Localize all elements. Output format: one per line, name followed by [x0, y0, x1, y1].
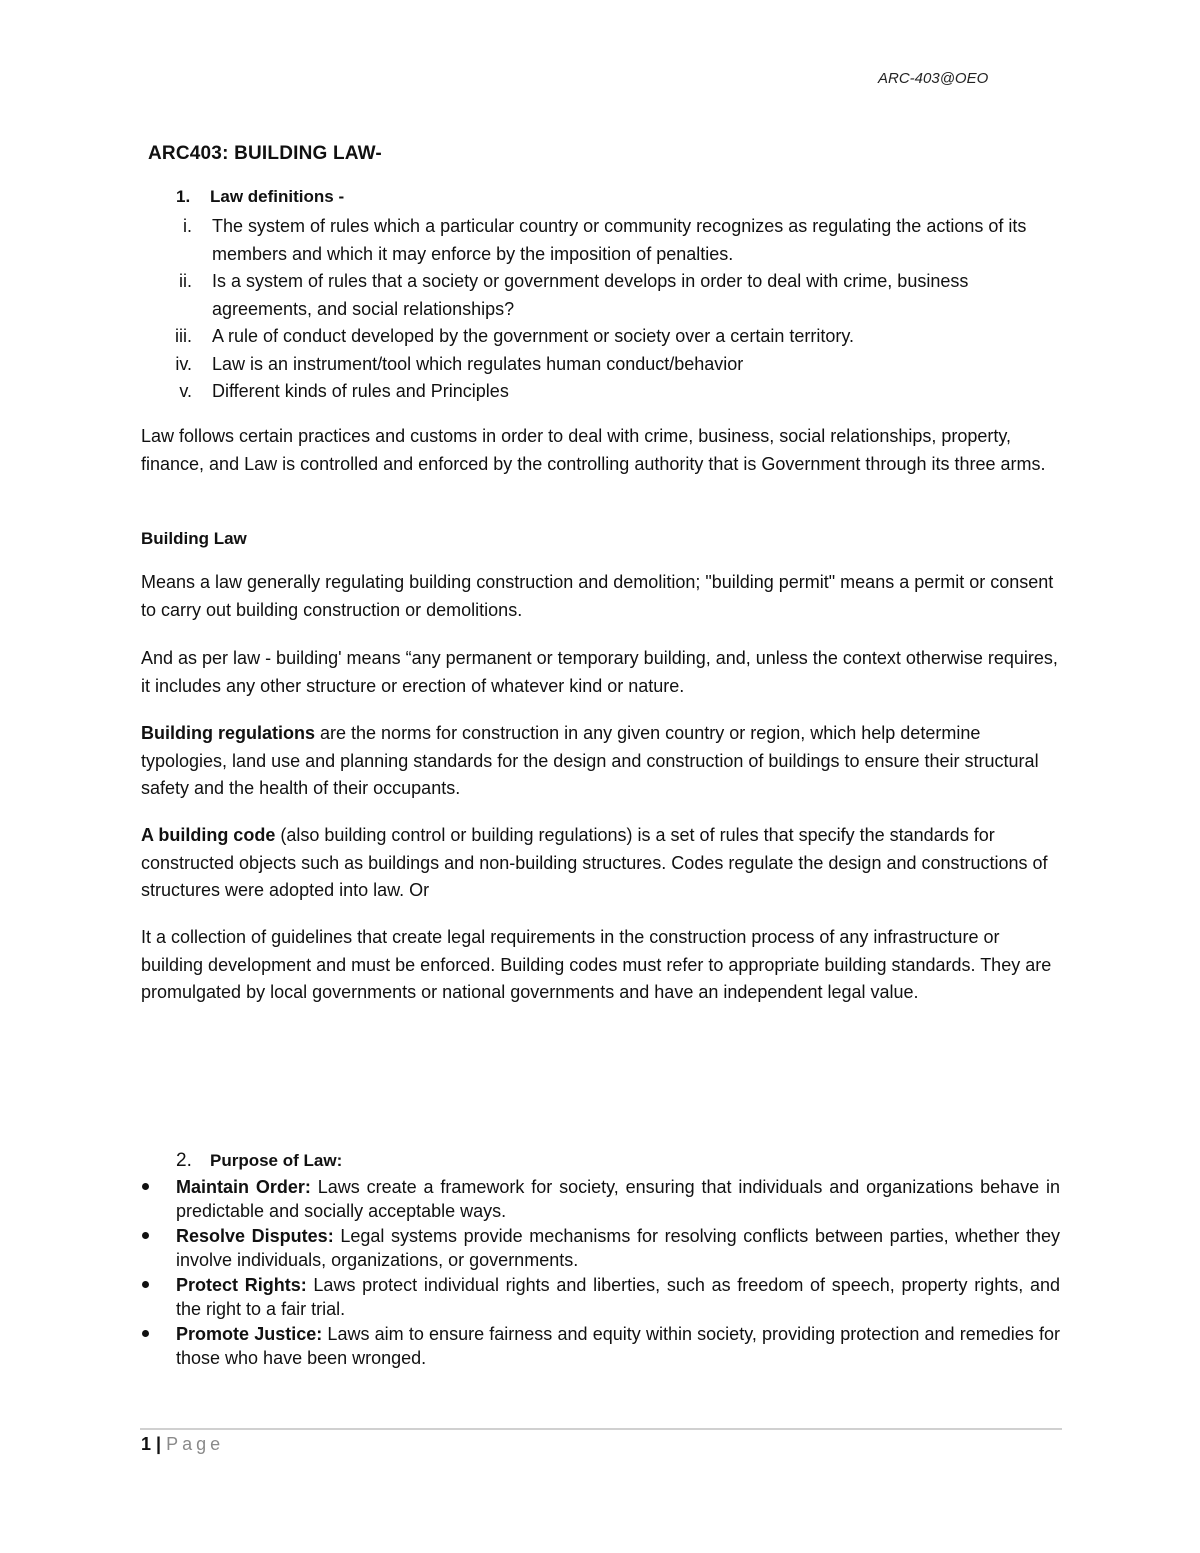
- building-code-text: (also building control or building regulations) is a set of rules that specify the standards for constructed objects such as buildings and non-building structures. Codes regulate the design and constructions of structures were adopted into law. Or: [141, 825, 1048, 900]
- paragraph-collection: It a collection of guidelines that create legal requirements in the construction process of any infrastructure or building development and must be enforced. Building codes must refer to appropriate building standards. They are promulgated by local governments or national governments and have an independent legal value.: [141, 927, 1052, 1002]
- bullet-text: Laws create a framework for society, ensuring that individuals and organizations behave in predictable and socially acceptable ways.: [176, 1177, 1061, 1221]
- building-regulations-text: are the norms for construction in any given country or region, which help determine typologies, land use and planning standards for the design and construction of buildings to ensure their structural safety and the health of their occupants.: [141, 723, 1039, 798]
- section-1-heading: [176, 187, 344, 207]
- bullet-icon: [142, 1232, 149, 1239]
- list-item: [140, 378, 1060, 406]
- list-item-text: The system of rules which a particular country or community recognizes as regulating the actions of its members and which it may enforce by the imposition of penalties.: [212, 216, 1027, 264]
- page-separator: |: [156, 1434, 162, 1454]
- bullet-icon: [142, 1183, 149, 1190]
- building-regulations-term: Building regulations: [141, 723, 315, 743]
- building-code-term: A building code: [141, 825, 276, 845]
- list-numeral: i.: [183, 216, 192, 236]
- section-1-title: Law definitions -: [210, 187, 345, 206]
- building-law-heading: Building Law: [141, 529, 247, 548]
- bullet-text: Legal systems provide mechanisms for resolving conflicts between parties, whether they involve individuals, organizations, or governments.: [176, 1226, 1060, 1270]
- list-item: [140, 1322, 1060, 1370]
- bullet-term: Resolve Disputes:: [176, 1226, 334, 1246]
- list-numeral: iv.: [175, 353, 192, 374]
- page-number: 1: [141, 1434, 152, 1454]
- list-item: [140, 351, 1060, 379]
- paragraph-as-per-law: And as per law - building' means “any permanent or temporary building, and, unless the context otherwise requires, it includes any other structure or erection of whatever kind or nature.: [141, 648, 1058, 696]
- list-numeral: iii.: [175, 326, 192, 346]
- paragraph-building-regulations: [141, 720, 1061, 803]
- bullet-text: Laws protect individual rights and liberties, such as freedom of speech, property rights, and the right to a fair trial.: [176, 1275, 1060, 1319]
- paragraph-means: Means a law generally regulating building construction and demolition; "building permit" means a permit or consent to carry out building construction or demolitions.: [141, 572, 1054, 620]
- list-item-text: Law is an instrument/tool which regulates human conduct/behavior: [212, 353, 744, 374]
- list-item-text: A rule of conduct developed by the government or society over a certain territory.: [212, 326, 855, 346]
- section-2-number: 2.: [176, 1150, 192, 1171]
- list-item-text: Is a system of rules that a society or government develops in order to deal with crime, business agreements, and social relationships?: [212, 271, 969, 319]
- list-item: [140, 323, 1060, 351]
- list-item: [140, 213, 1060, 268]
- list-item-text: Different kinds of rules and Principles: [212, 381, 509, 401]
- paragraph-building-code: [141, 822, 1061, 905]
- list-item: [140, 1273, 1060, 1321]
- bullet-term: Promote Justice:: [176, 1324, 323, 1344]
- purpose-of-law-list: [140, 1175, 1060, 1371]
- law-definitions-list: [140, 213, 1060, 406]
- list-numeral: ii.: [179, 271, 192, 291]
- footer-divider: [140, 1428, 1062, 1430]
- section-2-title: Purpose of Law:: [210, 1151, 343, 1170]
- footer-page-indicator: [141, 1434, 224, 1455]
- page-label: Page: [166, 1434, 225, 1454]
- list-numeral: v.: [179, 381, 192, 401]
- list-item: [140, 1224, 1060, 1272]
- bullet-text: Laws aim to ensure fairness and equity within society, providing protection and remedies for those who have been wronged.: [176, 1324, 1060, 1368]
- paragraph-law-follows: Law follows certain practices and customs in order to deal with crime, business, social relationships, property, finance, and Law is controlled and enforced by the controlling authority that is Government through its three arms.: [141, 426, 1046, 474]
- bullet-term: Maintain Order:: [176, 1177, 311, 1197]
- list-item: [140, 1175, 1060, 1223]
- header-course-code: ARC-403@OEO: [878, 70, 989, 87]
- document-title: ARC403: BUILDING LAW-: [148, 143, 382, 164]
- bullet-icon: [142, 1330, 149, 1337]
- section-2-heading: [176, 1150, 342, 1172]
- list-item: [140, 268, 1060, 323]
- bullet-term: Protect Rights:: [176, 1275, 307, 1295]
- section-1-number: 1.: [176, 187, 191, 206]
- bullet-icon: [142, 1281, 149, 1288]
